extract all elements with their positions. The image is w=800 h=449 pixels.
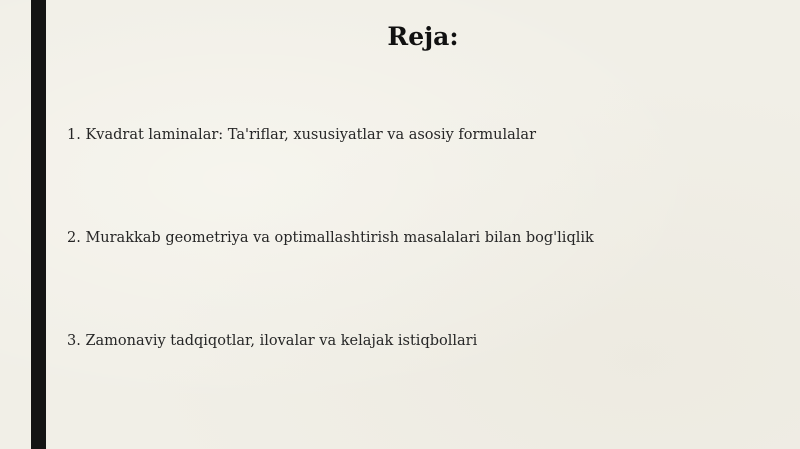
- left-accent-bar: [31, 0, 46, 449]
- plan-item-1: 1. Kvadrat laminalar: Ta'riflar, xususiyatlar va asosiy formulalar: [67, 127, 536, 143]
- slide-title: Reja:: [387, 22, 459, 51]
- plan-item-2: 2. Murakkab geometriya va optimallashtirish masalalari bilan bog'liqlik: [67, 230, 594, 246]
- plan-item-3: 3. Zamonaviy tadqiqotlar, ilovalar va kelajak istiqbollari: [67, 333, 478, 349]
